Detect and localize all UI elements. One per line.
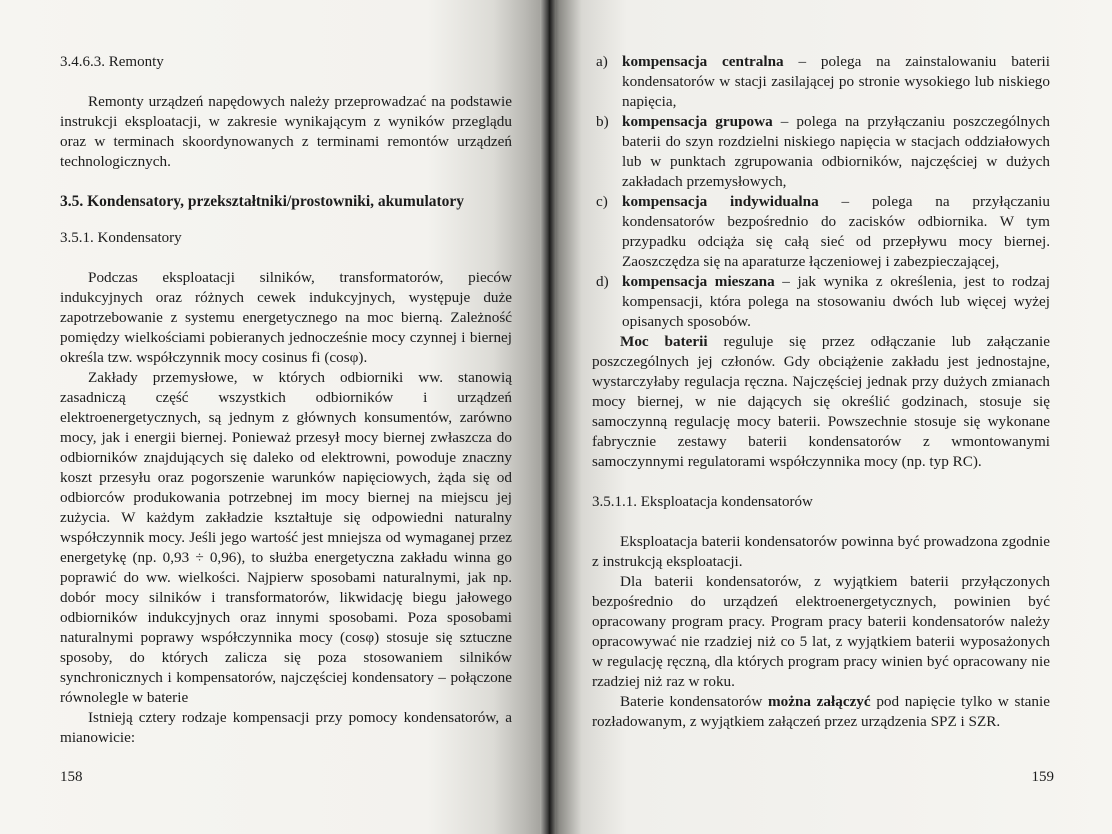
list-text: – polega na zainstalowaniu baterii kondensatorów w stacji zasilającej po stronie wysokiego lub niskiego napięcia, (622, 53, 1050, 110)
paragraph-2: Zakłady przemysłowe, w których odbiorniki ww. stanowią zasadniczą część wszystkich odbiorników i urządzeń elektroenergetycznych, są jednym z głównych konsumentów, zarówno mocy, jak i energii biernej. Ponieważ przesył mocy biernej zwłaszcza do odbiorników znajdujących się daleko od elektrowni, powoduje znaczny koszt przesyłu oraz pogorszenie warunków napięciowych, żąda się od odbiorców produkowania potrzebnej im mocy biernej na miejscu jej zużycia. W każdym zakładzie kształtuje się odpowiedni naturalny współczynnik mocy. Jeśli jego wartość jest mniejsza od wymaganej przez energetykę (np. 0,93 ÷ 0,96), to służba energetyczna zakładu winna go poprawić do ww. wielkości. Najpierw sposobami naturalnymi, jak np. dobór mocy silników i transformatorów, likwidację biegu jałowego odbiorników indukcyjnych oraz innymi sposobami. Poza sposobami naturalnymi poprawy współczynnika mocy (cosφ) stosuje się sztuczne sposoby, do których zalicza się poza stosowaniem silników synchronicznych i kompensatorów, najczęściej kondensatory – połączone równolegle w baterie (60, 369, 512, 706)
list-text: – polega na przyłączaniu kondensatorów bezpośrednio do zacisków odbiornika. W tym przypadku odciąża się całą sieć od przepływu mocy biernej. Zaoszczędza się na aparaturze łączeniowej i zabezpieczającej, (622, 193, 1050, 270)
moc-baterii-paragraph (592, 332, 1050, 472)
list-text: – jak wynika z określenia, jest to rodzaj kompensacji, która polega na stosowaniu dwóch lub więcej wyżej opisanych sposobów. (622, 273, 1050, 330)
section-3463-title: 3.4.6.3. Remonty (60, 54, 164, 70)
eksploatacja-paragraph-3 (592, 692, 1050, 732)
list-term: kompensacja grupowa (622, 113, 773, 130)
list-marker: b) (596, 113, 609, 130)
moc-baterii-term: Moc baterii (620, 333, 708, 350)
compensation-list (592, 52, 1050, 332)
list-marker: a) (596, 53, 608, 70)
section-3511-title: 3.5.1.1. Eksploatacja kondensatorów (592, 494, 813, 510)
eksploatacja-paragraph-2: Dla baterii kondensatorów, z wyjątkiem baterii przyłączonych bezpośrednio do urządzeń elektroenergetycznych, powinien być opracowany program pracy. Program pracy baterii kondensatorów należy opracowywać nie rzadziej niż co 5 lat, z wyjątkiem baterii wyposażonych w regulację ręczną, dla których program pracy winien być opracowany nie rzadziej niż raz w roku. (592, 573, 1050, 690)
left-page (0, 0, 548, 834)
paragraph-1: Podczas eksploatacji silników, transformatorów, pieców indukcyjnych oraz różnych cewek indukcyjnych, występuje duże zapotrzebowanie z systemu energetycznego na moc bierną. Zależność pomiędzy wielkościami pobieranych jednocześnie mocy czynnej i biernej określa tzw. współczynnik mocy cosinus fi (cosφ). (60, 269, 512, 366)
section-351-title: 3.5.1. Kondensatory (60, 230, 182, 246)
page-number-right: 159 (1031, 769, 1054, 785)
list-marker: d) (596, 273, 609, 290)
right-page (548, 0, 1112, 834)
para-e3-after: pod napięcie tylko w stanie rozładowanym, z wyjątkiem załączeń przez urządzenia SPZ i SZR. (592, 693, 1050, 730)
remonty-paragraph: Remonty urządzeń napędowych należy przeprowadzać na podstawie instrukcji eksploatacji, w zakresie wynikającym z wyników przeglądu oraz w terminach skoordynowanych z terminami remontów urządzeń technologicznych. (60, 93, 512, 170)
paragraph-3: Istnieją cztery rodzaje kompensacji przy pomocy kondensatorów, a mianowicie: (60, 709, 512, 746)
para-e3-before: Baterie kondensatorów (620, 693, 768, 710)
para-e3-bold: można załączyć (767, 693, 871, 710)
list-text: – polega na przyłączaniu poszczególnych baterii do szyn rozdzielni niskiego napięcia w stacjach oddziałowych lub w punktach zgrupowania odbiorników, najczęściej w dużych zakładach przemysłowych, (622, 113, 1051, 190)
list-item (592, 192, 1050, 272)
list-term: kompensacja centralna (622, 53, 784, 70)
list-item (592, 112, 1050, 192)
list-item (592, 52, 1050, 112)
page-number-left: 158 (60, 769, 83, 785)
list-term: kompensacja indywidualna (622, 193, 819, 210)
list-term: kompensacja mieszana (622, 273, 775, 290)
eksploatacja-paragraph-1: Eksploatacja baterii kondensatorów powinna być prowadzona zgodnie z instrukcją eksploatacji. (592, 533, 1050, 570)
book-gutter (540, 0, 556, 834)
section-35-title: 3.5. Kondensatory, przekształtniki/prostowniki, akumulatory (60, 193, 465, 210)
list-marker: c) (596, 193, 608, 210)
moc-baterii-text: reguluje się przez odłączanie lub załączanie poszczególnych jej członów. Gdy obciążenie zakładu jest jednostajne, wystarczyłaby regulacja ręczna. Najczęściej jednak przy dużych zmianach mocy biernej, w nie dających się określić godzinach, stosuje się samoczynną regulację mocy baterii. Powszechnie stosuje się wykonane fabrycznie zestawy baterii kondensatorów z wmontowanymi samoczynnymi regulatorami współczynnika mocy (np. typ RC). (592, 333, 1050, 470)
list-item (592, 272, 1050, 332)
